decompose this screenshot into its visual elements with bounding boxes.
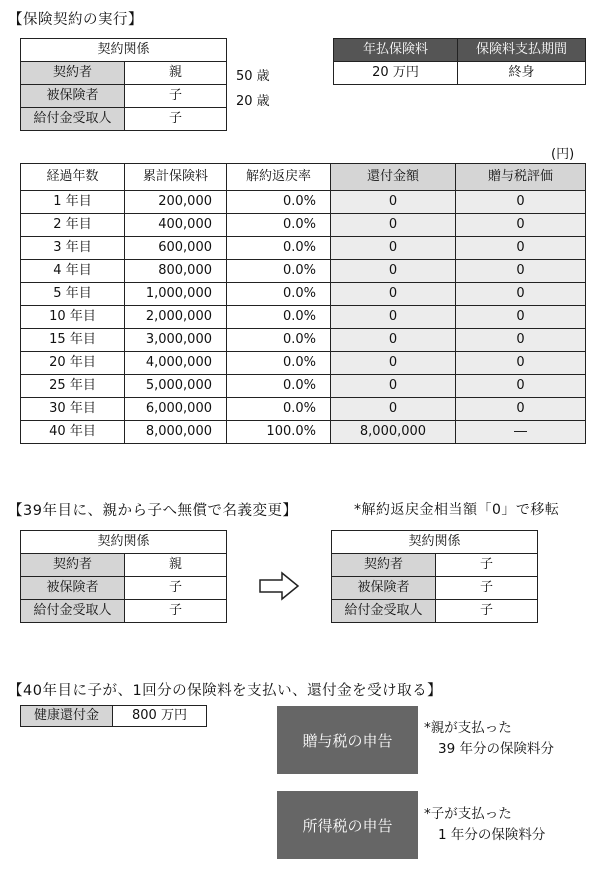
- contract-table: [20, 38, 227, 131]
- gift-tax-box: 贈与税の申告: [277, 706, 418, 774]
- party-cell: 親: [125, 554, 227, 577]
- premium-table: [333, 38, 586, 85]
- surrender-rate-cell: 0.0%: [227, 398, 331, 421]
- gift-tax-value-cell: ―: [456, 421, 586, 444]
- unit-label: (円): [551, 147, 575, 162]
- years-cell: 1 年目: [21, 191, 125, 214]
- table-row: [21, 352, 586, 375]
- gift-tax-value-cell: 0: [456, 237, 586, 260]
- refund-amount-cell: 0: [331, 283, 456, 306]
- refund-amount-cell: 0: [331, 214, 456, 237]
- years-cell: 10 年目: [21, 306, 125, 329]
- role-cell: 被保険者: [21, 85, 125, 108]
- party-cell: 子: [125, 577, 227, 600]
- table-row: [21, 283, 586, 306]
- surrender-rate-cell: 0.0%: [227, 191, 331, 214]
- party-cell: 子: [125, 108, 227, 131]
- gift-tax-value-cell: 0: [456, 306, 586, 329]
- gift-tax-value-cell: 0: [456, 214, 586, 237]
- premium-value: 20 万円: [334, 62, 458, 85]
- gift-tax-value-cell: 0: [456, 329, 586, 352]
- party-cell: 親: [125, 62, 227, 85]
- cumulative-premium-cell: 600,000: [125, 237, 227, 260]
- col-header: 贈与税評価: [456, 164, 586, 191]
- premium-header: 年払保険料: [334, 39, 458, 62]
- role-cell: 契約者: [21, 62, 125, 85]
- refund-amount-cell: 0: [331, 329, 456, 352]
- party-cell: 子: [436, 600, 538, 623]
- role-cell: 契約者: [21, 554, 125, 577]
- section2-note: *解約返戻金相当額「0」で移転: [354, 502, 560, 518]
- income-tax-box: 所得税の申告: [277, 791, 418, 859]
- years-cell: 3 年目: [21, 237, 125, 260]
- gift-tax-value-cell: 0: [456, 283, 586, 306]
- contract-header: 契約関係: [21, 39, 227, 62]
- section2-title: 【39年目に、親から子へ無償で名義変更】: [8, 503, 298, 519]
- years-cell: 15 年目: [21, 329, 125, 352]
- years-cell: 20 年目: [21, 352, 125, 375]
- years-cell: 25 年目: [21, 375, 125, 398]
- surrender-rate-cell: 0.0%: [227, 283, 331, 306]
- contractor-age: 50 歳: [236, 69, 270, 84]
- col-header: 解約返戻率: [227, 164, 331, 191]
- section1-title: 【保険契約の実行】: [8, 12, 143, 28]
- cumulative-premium-cell: 4,000,000: [125, 352, 227, 375]
- cumulative-premium-cell: 8,000,000: [125, 421, 227, 444]
- refund-label: 健康還付金: [21, 706, 113, 727]
- table-row: [21, 375, 586, 398]
- years-cell: 4 年目: [21, 260, 125, 283]
- surrender-rate-cell: 100.0%: [227, 421, 331, 444]
- table-row: [21, 306, 586, 329]
- gift-tax-value-cell: 0: [456, 375, 586, 398]
- income-note-line1: *子が支払った: [424, 806, 512, 822]
- role-cell: 給付金受取人: [332, 600, 436, 623]
- gift-tax-value-cell: 0: [456, 191, 586, 214]
- cumulative-premium-cell: 5,000,000: [125, 375, 227, 398]
- cumulative-premium-cell: 1,000,000: [125, 283, 227, 306]
- surrender-rate-cell: 0.0%: [227, 214, 331, 237]
- refund-amount-cell: 0: [331, 191, 456, 214]
- refund-table: [20, 705, 207, 727]
- period-header: 保険料支払期間: [458, 39, 586, 62]
- right-arrow-icon: [258, 571, 300, 601]
- table-row: [21, 191, 586, 214]
- party-cell: 子: [436, 577, 538, 600]
- refund-amount-cell: 0: [331, 398, 456, 421]
- surrender-rate-cell: 0.0%: [227, 352, 331, 375]
- refund-amount-cell: 0: [331, 306, 456, 329]
- refund-amount-cell: 0: [331, 260, 456, 283]
- table-row: [21, 421, 586, 444]
- refund-amount-cell: 0: [331, 237, 456, 260]
- years-cell: 5 年目: [21, 283, 125, 306]
- role-cell: 給付金受取人: [21, 108, 125, 131]
- table-row: [21, 329, 586, 352]
- refund-amount-cell: 0: [331, 352, 456, 375]
- table-row: [21, 237, 586, 260]
- income-note-line2: 1 年分の保険料分: [438, 827, 546, 843]
- section3-title: 【40年目に子が、1回分の保険料を支払い、還付金を受け取る】: [8, 683, 443, 699]
- refund-value: 800 万円: [113, 706, 207, 727]
- cumulative-premium-cell: 6,000,000: [125, 398, 227, 421]
- years-cell: 30 年目: [21, 398, 125, 421]
- gift-note-line2: 39 年分の保険料分: [438, 741, 554, 757]
- gift-tax-value-cell: 0: [456, 260, 586, 283]
- insured-age: 20 歳: [236, 94, 270, 109]
- schedule-table: [20, 163, 586, 444]
- surrender-rate-cell: 0.0%: [227, 375, 331, 398]
- role-cell: 被保険者: [332, 577, 436, 600]
- surrender-rate-cell: 0.0%: [227, 260, 331, 283]
- gift-note-line1: *親が支払った: [424, 720, 512, 736]
- table-row: [21, 214, 586, 237]
- contract-before-table: [20, 530, 227, 623]
- years-cell: 40 年目: [21, 421, 125, 444]
- party-cell: 子: [125, 600, 227, 623]
- role-cell: 契約者: [332, 554, 436, 577]
- table-row: [21, 260, 586, 283]
- col-header: 還付金額: [331, 164, 456, 191]
- contract-after-table: [331, 530, 538, 623]
- cumulative-premium-cell: 3,000,000: [125, 329, 227, 352]
- years-cell: 2 年目: [21, 214, 125, 237]
- contract-header: 契約関係: [21, 531, 227, 554]
- role-cell: 被保険者: [21, 577, 125, 600]
- party-cell: 子: [125, 85, 227, 108]
- surrender-rate-cell: 0.0%: [227, 237, 331, 260]
- col-header: 経過年数: [21, 164, 125, 191]
- party-cell: 子: [436, 554, 538, 577]
- refund-amount-cell: 8,000,000: [331, 421, 456, 444]
- col-header: 累計保険料: [125, 164, 227, 191]
- surrender-rate-cell: 0.0%: [227, 306, 331, 329]
- cumulative-premium-cell: 2,000,000: [125, 306, 227, 329]
- cumulative-premium-cell: 400,000: [125, 214, 227, 237]
- period-value: 終身: [458, 62, 586, 85]
- gift-tax-value-cell: 0: [456, 398, 586, 421]
- refund-amount-cell: 0: [331, 375, 456, 398]
- gift-tax-value-cell: 0: [456, 352, 586, 375]
- contract-header: 契約関係: [332, 531, 538, 554]
- surrender-rate-cell: 0.0%: [227, 329, 331, 352]
- table-row: [21, 398, 586, 421]
- role-cell: 給付金受取人: [21, 600, 125, 623]
- cumulative-premium-cell: 200,000: [125, 191, 227, 214]
- cumulative-premium-cell: 800,000: [125, 260, 227, 283]
